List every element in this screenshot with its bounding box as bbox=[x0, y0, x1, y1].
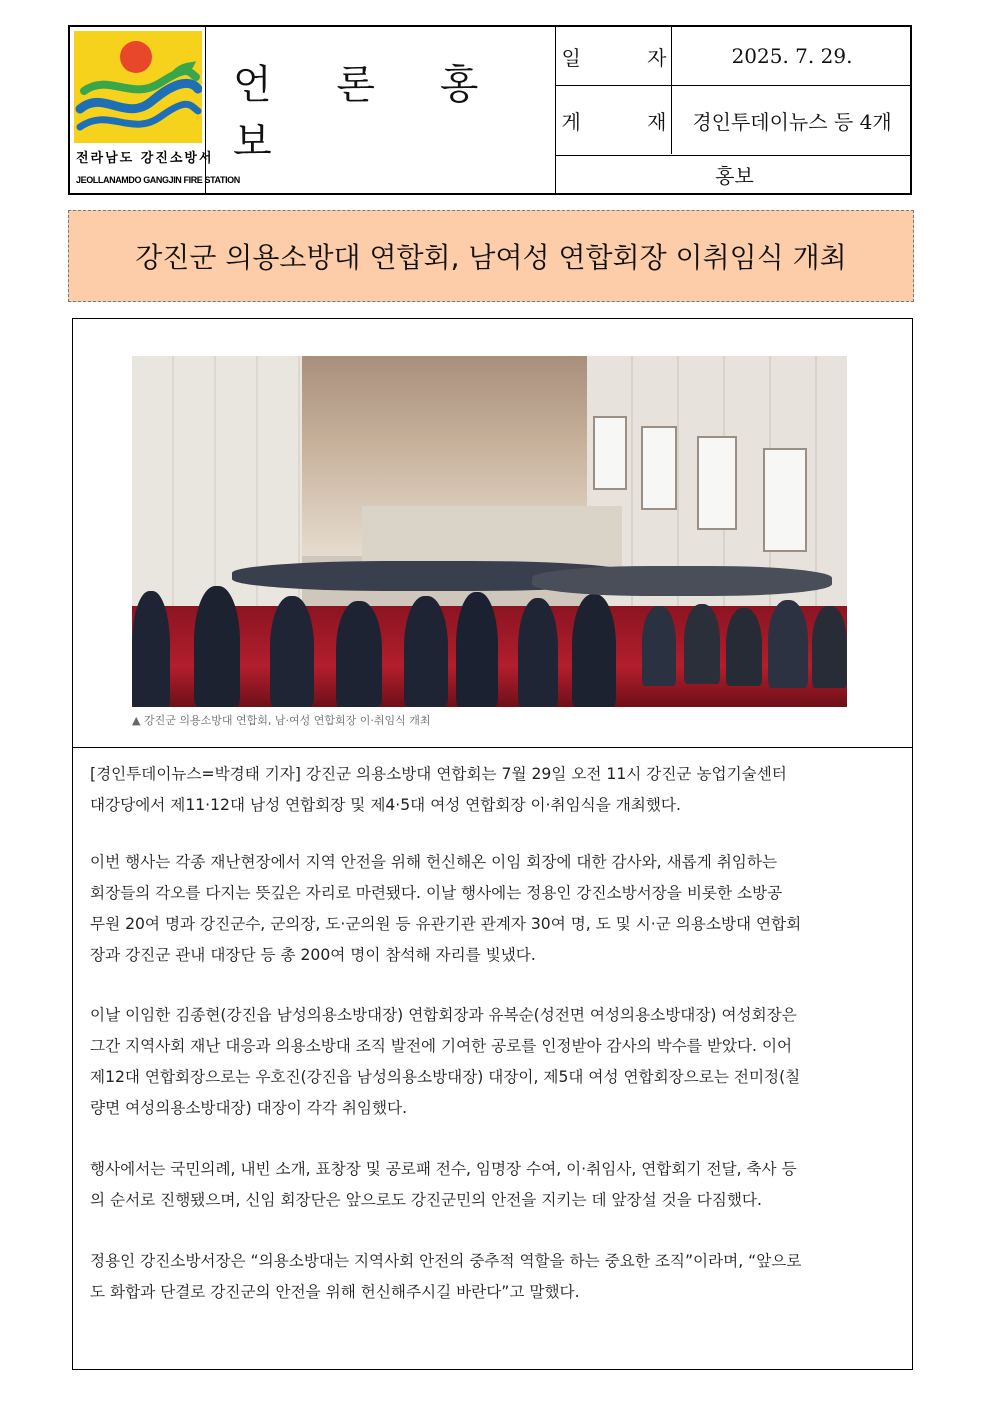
article-paragraph bbox=[90, 759, 900, 821]
article-line: 이날 이임한 김종현(강진읍 남성의용소방대장) 연합회장과 유복순(성전면 여성의용소방대장) 여성회장은 bbox=[90, 1006, 797, 1024]
photo-person bbox=[132, 591, 170, 707]
photo-caption: ▲ 강진군 의용소방대 연합회, 남·여성 연합회장 이·취임식 개최 bbox=[132, 714, 431, 727]
header-divider bbox=[205, 27, 206, 193]
article-paragraph bbox=[90, 847, 900, 971]
article-paragraph bbox=[90, 1246, 900, 1308]
article-paragraph bbox=[90, 1000, 900, 1124]
fire-station-logo bbox=[72, 29, 240, 192]
photo-person bbox=[336, 601, 382, 707]
photo-person bbox=[768, 600, 808, 688]
photo-person bbox=[572, 594, 616, 707]
date-value: 2025. 7. 29. bbox=[731, 44, 853, 68]
article-line: 도 화합과 단결로 강진군의 안전을 위해 헌신해주시길 바란다”고 말했다. bbox=[90, 1283, 580, 1301]
article-line: [경인투데이뉴스=박경태 기자] 강진군 의용소방대 연합회는 7월 29일 오전 11시 강진군 농업기술센터 bbox=[90, 765, 787, 783]
frame-divider bbox=[73, 747, 912, 748]
photo-person bbox=[518, 598, 558, 707]
photo-person bbox=[726, 608, 762, 686]
article-line: 정용인 강진소방서장은 “의용소방대는 지역사회 안전의 중추적 역할을 하는 중요한 조직”이라며, “앞으로 bbox=[90, 1252, 802, 1270]
photo-person bbox=[812, 606, 847, 688]
article-line: 제12대 연합회장으로는 우호진(강진읍 남성의용소방대장) 대장이, 제5대 여성 연합회장으로는 전미정(칠 bbox=[90, 1068, 801, 1086]
category-label: 홍보 bbox=[715, 164, 754, 188]
headline: 강진군 의용소방대 연합회, 남여성 연합회장 이취임식 개최 bbox=[68, 210, 914, 302]
logo-org-name: 전라남도 강진소방서 bbox=[76, 151, 214, 166]
photo-person bbox=[404, 596, 448, 707]
article-line: 회장들의 각오를 다지는 뜻깊은 자리로 마련됐다. 이날 행사에는 정용인 강진소방서장을 비롯한 소방공 bbox=[90, 884, 783, 902]
doc-title: 언 론 홍 보 bbox=[233, 62, 505, 165]
logo-org-name-en: JEOLLANAMDO GANGJIN FIRE STATION bbox=[76, 175, 240, 185]
header-table bbox=[68, 25, 912, 195]
photo-window bbox=[641, 426, 677, 510]
publish-label: 게 재 bbox=[561, 110, 697, 134]
photo-person bbox=[194, 586, 240, 707]
photo-person bbox=[684, 604, 720, 684]
article-frame bbox=[72, 318, 913, 1370]
article-paragraph bbox=[90, 1154, 900, 1216]
article-line: 이번 행사는 각종 재난현장에서 지역 안전을 위해 헌신해온 이임 회장에 대한 감사와, 새롭게 취임하는 bbox=[90, 853, 778, 871]
photo-window bbox=[593, 416, 627, 490]
article-line: 장과 강진군 관내 대장단 등 총 200여 명이 참석해 자리를 빛냈다. bbox=[90, 946, 536, 964]
article-line: 그간 지역사회 재난 대응과 의용소방대 조직 발전에 기여한 공로를 인정받아 감사의 박수를 받았다. 이어 bbox=[90, 1037, 793, 1055]
date-label: 일 자 bbox=[561, 45, 697, 70]
photo-window bbox=[763, 448, 807, 552]
article-line: 량면 여성의용소방대장) 대장이 각각 취임했다. bbox=[90, 1099, 408, 1117]
photo-crowd bbox=[132, 556, 847, 707]
photo-window bbox=[697, 436, 737, 530]
article-line: 무원 20여 명과 강진군수, 군의장, 도·군의원 등 유관기관 관계자 30여 명, 도 및 시·군 의용소방대 연합회 bbox=[90, 915, 802, 933]
photo-person bbox=[642, 606, 676, 686]
article-line: 의 순서로 진행됐으며, 신임 회장단은 앞으로도 강진군민의 안전을 지키는 데 앞장설 것을 다짐했다. bbox=[90, 1191, 762, 1209]
publish-value: 경인투데이뉴스 등 4개 bbox=[692, 110, 892, 134]
event-photo bbox=[132, 356, 847, 707]
photo-person bbox=[270, 596, 314, 707]
logo-emblem bbox=[74, 31, 202, 143]
photo-person bbox=[456, 592, 498, 707]
article-line: 대강당에서 제11·12대 남성 연합회장 및 제4·5대 여성 연합회장 이·취임식을 개최했다. bbox=[90, 796, 681, 814]
article-line: 행사에서는 국민의례, 내빈 소개, 표창장 및 공로패 전수, 임명장 수여, 이·취임사, 연합회기 전달, 축사 등 bbox=[90, 1160, 797, 1178]
photo-crowd-back bbox=[532, 566, 832, 596]
